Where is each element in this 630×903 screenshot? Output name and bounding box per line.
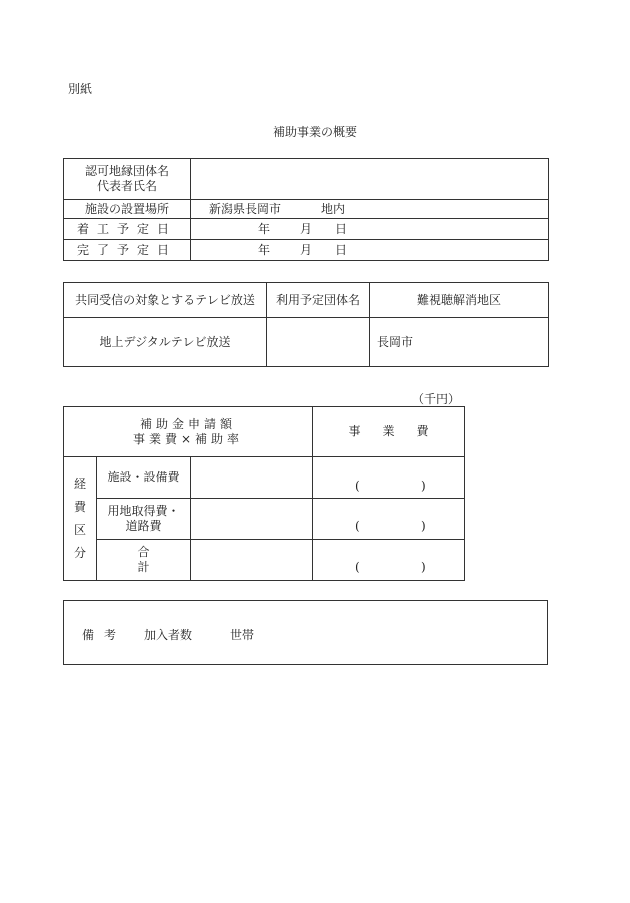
start-day-unit: 日 — [335, 222, 348, 236]
reception-area-value: 長岡市 — [377, 334, 414, 349]
grant-header-line1: 補助金申請額 — [140, 416, 237, 431]
start-date-row — [64, 219, 549, 240]
org-value-cell — [191, 159, 549, 200]
total-paren-open: ( — [355, 560, 360, 574]
location-row — [64, 200, 549, 219]
category-char-4: 分 — [73, 545, 86, 560]
facility-paren-open: ( — [355, 479, 360, 493]
category-char-2: 費 — [73, 499, 86, 514]
cost-table — [63, 406, 465, 581]
total-label-cell — [97, 540, 191, 581]
land-cost-label-2: 道路費 — [125, 519, 162, 533]
reception-area-header: 難視聴解消地区 — [370, 283, 549, 318]
facility-cost-label: 施設・設備費 — [97, 457, 191, 499]
end-date-row — [64, 240, 549, 261]
remarks-label: 備考 — [82, 628, 127, 642]
end-date-label: 完了予定日 — [64, 240, 191, 261]
total-label: 合計 — [137, 545, 176, 574]
cost-row-land — [64, 499, 465, 540]
org-label-cell — [64, 159, 191, 200]
user-org-cell — [267, 318, 370, 367]
facility-grant-cell — [191, 457, 313, 499]
cost-header-row — [64, 407, 465, 457]
facility-paren-close: ) — [421, 479, 426, 493]
category-cell — [64, 457, 97, 581]
location-suffix: 地内 — [321, 202, 346, 216]
cost-row-facility — [64, 457, 465, 499]
broadcast-table — [63, 282, 549, 367]
broadcast-target-cell: 地上デジタルテレビ放送 — [64, 318, 267, 367]
cost-unit: （千円） — [412, 392, 461, 406]
attachment-label: 別紙 — [68, 82, 93, 96]
reception-area-cell — [370, 318, 549, 367]
start-date-value-cell — [191, 219, 549, 240]
total-paren-close: ) — [421, 560, 426, 574]
total-cost-cell — [313, 540, 465, 581]
user-org-header: 利用予定団体名 — [267, 283, 370, 318]
land-cost-label-cell — [97, 499, 191, 540]
start-month-unit: 月 — [300, 222, 313, 236]
info-table — [63, 158, 549, 261]
grant-header-line2: 事業費×補助率 — [132, 431, 244, 446]
representative-label: 代表者氏名 — [96, 179, 157, 193]
remarks-box — [63, 600, 548, 665]
facility-cost-cell — [313, 457, 465, 499]
broadcast-header-row — [64, 283, 549, 318]
org-row — [64, 159, 549, 200]
project-cost-header — [313, 407, 465, 457]
start-year-unit: 年 — [258, 222, 271, 236]
land-cost-label-1: 用地取得費・ — [107, 504, 180, 518]
cost-row-total — [64, 540, 465, 581]
org-name-label: 認可地縁団体名 — [84, 164, 169, 178]
end-month-unit: 月 — [300, 243, 313, 257]
category-char-1: 経 — [73, 476, 86, 491]
broadcast-target-header: 共同受信の対象とするテレビ放送 — [64, 283, 267, 318]
broadcast-data-row — [64, 318, 549, 367]
land-paren-open: ( — [355, 519, 360, 533]
end-date-value-cell — [191, 240, 549, 261]
land-cost-cell — [313, 499, 465, 540]
land-paren-close: ) — [421, 519, 426, 533]
total-grant-cell — [191, 540, 313, 581]
category-char-3: 区 — [73, 522, 86, 537]
page-title: 補助事業の概要 — [272, 125, 357, 139]
start-date-label: 着工予定日 — [64, 219, 191, 240]
grant-header-cell — [64, 407, 313, 457]
end-year-unit: 年 — [258, 243, 271, 257]
project-cost-header-text: 事業費 — [348, 424, 451, 438]
end-day-unit: 日 — [335, 243, 348, 257]
land-grant-cell — [191, 499, 313, 540]
location-value-cell — [191, 200, 549, 219]
location-city: 新潟県長岡市 — [209, 202, 282, 216]
households-unit: 世帯 — [230, 628, 255, 642]
location-label: 施設の設置場所 — [64, 200, 191, 219]
subscribers-label: 加入者数 — [144, 628, 193, 642]
